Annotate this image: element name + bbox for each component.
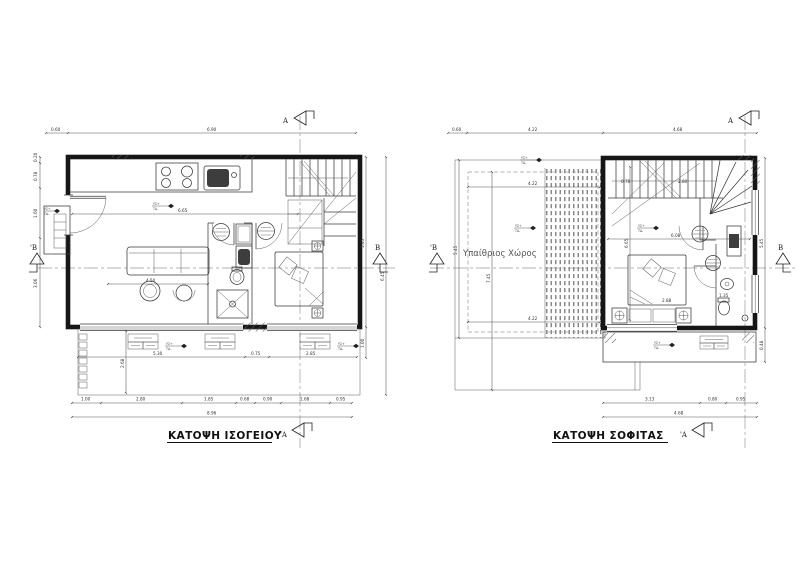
- dim-label: 0.95: [736, 396, 746, 402]
- dim-label: 2.85: [306, 351, 316, 356]
- bed: [275, 241, 323, 318]
- section-letter: Α: [728, 117, 734, 125]
- level-label: ΥΣ+: [521, 155, 528, 160]
- ground-sofa-dimension: [108, 278, 208, 284]
- dim-label: 0.75: [251, 351, 261, 356]
- washbasin: [238, 249, 250, 265]
- ground-floor-plan: [29, 111, 388, 443]
- level-label: ΤΔ-: [338, 347, 344, 351]
- dim-label: 0.80: [708, 396, 718, 402]
- dim-label: 4.22: [528, 127, 538, 132]
- pillow: [279, 257, 297, 275]
- bathroom: [208, 223, 252, 324]
- kitchen: [71, 160, 253, 193]
- ground-kitchen-dimension: [72, 208, 298, 214]
- window-tag: [128, 334, 158, 349]
- level-label: ΥΣ+: [338, 341, 345, 346]
- open-space-label: Υπαίθριος Χώρος: [463, 249, 537, 259]
- wall-pier-hatch: [112, 155, 132, 160]
- level-marker: [337, 342, 359, 351]
- level-label: ΤΔ-: [166, 347, 172, 351]
- dim-label: 0.48: [759, 340, 764, 350]
- level-marker: [653, 341, 675, 350]
- dim-label: 0.90: [263, 396, 273, 402]
- dim-label: 7.45: [486, 273, 491, 283]
- dim-label: 1.85: [204, 396, 214, 402]
- level-label: ΥΣ+: [654, 340, 661, 345]
- level-label: ΥΣ+: [153, 201, 160, 206]
- level-label: ΥΣ+: [638, 223, 645, 228]
- dim-label: 3.06: [33, 278, 38, 288]
- open-terrace: [455, 160, 640, 390]
- level-marker: [165, 342, 187, 351]
- balcony: [603, 332, 756, 362]
- dim-label: 2.88: [662, 298, 672, 303]
- level-marker: [637, 224, 659, 233]
- ground-window-dimension: [78, 351, 357, 357]
- dim-label: 2.68: [120, 358, 125, 368]
- section-marker-a-top: [282, 111, 314, 125]
- dim-label: 5.45: [360, 238, 365, 248]
- level-marker: [43, 207, 60, 216]
- attic-bed: [612, 255, 691, 323]
- wall-pier-hatch: [736, 155, 754, 160]
- dim-label: 6.90: [207, 127, 217, 132]
- section-letter: Β: [375, 244, 381, 252]
- level-label: ΥΣ+: [166, 341, 173, 346]
- level-marker: [514, 224, 536, 233]
- dim-label: 6.65: [178, 208, 188, 213]
- toilet: [230, 270, 244, 285]
- dim-label: 5.45: [759, 238, 764, 248]
- section-letter: Α: [283, 117, 289, 125]
- dim-label: 4.22: [528, 316, 538, 321]
- dim-label: 0.60: [452, 127, 462, 132]
- dim-label: 6.45: [380, 271, 385, 281]
- window-tag: [205, 334, 235, 349]
- dim-label: 0.20: [33, 152, 38, 162]
- dim-label: 8.96: [207, 410, 217, 416]
- dim-label: 5.30: [153, 351, 163, 356]
- dim-label: 1.68: [300, 396, 310, 402]
- dim-label: 4.68: [674, 410, 684, 416]
- plan-title: ΚΑΤΟΨΗ ΣΟΦΙΤΑΣ: [553, 430, 664, 442]
- section-letter: Β: [778, 244, 784, 252]
- dim-label: 1.35: [719, 293, 729, 298]
- dim-label: 0.78: [621, 179, 631, 184]
- wardrobe: [236, 224, 252, 244]
- ground-windows: [80, 323, 357, 332]
- dim-label: 0.95: [336, 396, 346, 402]
- section-letter: 'Β: [430, 244, 438, 252]
- section-letter: 'Β: [30, 244, 38, 252]
- door-tag: [258, 223, 275, 240]
- plan-title: ΚΑΤΟΨΗ ΙΣΟΓΕΙΟΥ: [168, 430, 283, 442]
- level-label: ΤΔ-: [515, 229, 521, 233]
- attic-stairs: [608, 161, 752, 241]
- dim-label: 6.08: [671, 233, 681, 238]
- dim-label: 2.80: [678, 179, 688, 184]
- sink: [721, 279, 734, 290]
- level-label: ΤΔ-: [638, 229, 644, 233]
- dim-label: 6.65: [624, 238, 629, 248]
- ground-bottom-dimension: [72, 397, 352, 418]
- dim-label: 0.68: [240, 396, 250, 402]
- dim-label: 1.00: [360, 338, 365, 348]
- ground-top-dimension: [46, 127, 356, 133]
- dim-label: 5.45: [453, 245, 458, 255]
- dim-label: 4.22: [528, 181, 538, 186]
- bedroom-door: [256, 223, 282, 249]
- attic-room-dimension: [608, 167, 750, 320]
- level-label: ΥΣ+: [44, 206, 51, 211]
- level-label: ΥΣ+: [515, 223, 522, 228]
- attic-plan: [429, 111, 791, 443]
- dim-label: 1.00: [81, 396, 91, 402]
- attic-bottom-dimension: [603, 397, 757, 418]
- pillow: [659, 269, 676, 286]
- dim-label: 4.68: [673, 127, 683, 132]
- dim-label: 3.13: [645, 396, 655, 402]
- wall-pier-hatch: [240, 155, 254, 160]
- ground-stairs: [286, 160, 356, 247]
- dim-label: 1.60: [33, 208, 38, 218]
- level-label: ΤΔ-: [521, 161, 527, 165]
- dim-label: 0.60: [51, 127, 61, 132]
- level-marker: [152, 202, 174, 211]
- toilet: [719, 301, 730, 315]
- armchair: [173, 285, 195, 301]
- attic-left-dimension: [453, 160, 492, 390]
- level-label: ΤΔ-: [153, 207, 159, 211]
- attic-bathroom: [694, 226, 748, 326]
- level-label: ΤΔ-: [44, 212, 50, 216]
- dim-label: 2.80: [136, 396, 146, 402]
- dim-label: 4.50: [146, 278, 156, 283]
- section-marker-a-top: [727, 111, 759, 125]
- dim-label: 0.78: [33, 171, 38, 181]
- section-letter: 'Α: [680, 431, 687, 439]
- ground-title-block: [167, 423, 312, 443]
- attic-title-block: [552, 423, 712, 443]
- pergola-hatch: [545, 168, 603, 338]
- level-marker: [520, 156, 542, 165]
- ground-left-dimension: [33, 152, 40, 327]
- terrace: [78, 329, 360, 395]
- level-label: ΤΔ-: [654, 346, 660, 350]
- section-letter: 'Α: [280, 431, 287, 439]
- ground-right-dimension: [360, 157, 386, 395]
- sofa: [127, 247, 209, 275]
- attic-right-dimension: [759, 158, 765, 362]
- window-tag: [300, 334, 330, 349]
- attic-top-dimension: [448, 127, 757, 133]
- door-tag: [213, 224, 230, 241]
